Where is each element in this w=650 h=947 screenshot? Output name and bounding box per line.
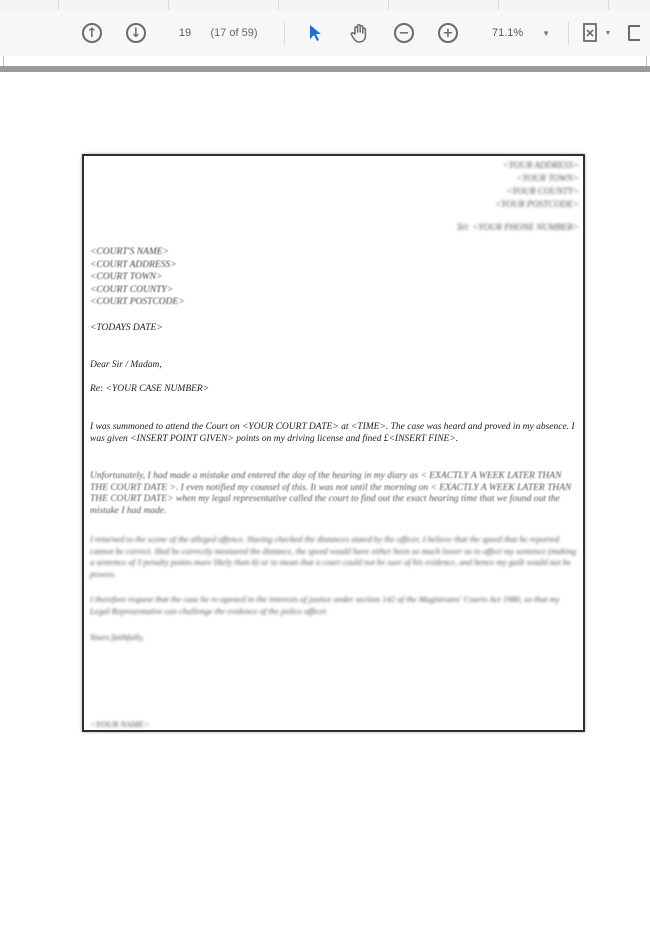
closing: Yours faithfully,	[90, 632, 145, 642]
strip-divider	[278, 0, 279, 10]
panel-divider-tick	[3, 56, 4, 66]
chevron-down-icon: ▼	[604, 29, 612, 37]
address-line: <YOUR POSTCODE>	[495, 199, 579, 209]
page-number-input[interactable]: 19	[170, 10, 200, 56]
court-line: <COURT'S NAME>	[90, 247, 169, 257]
court-line: <COURT POSTCODE>	[90, 297, 185, 308]
strip-divider	[58, 0, 59, 10]
zoom-in-button[interactable]	[436, 10, 460, 56]
zoom-select[interactable]	[480, 10, 562, 56]
address-line: <YOUR COUNTY>	[506, 186, 579, 196]
next-page-button[interactable]	[124, 10, 148, 56]
letter-paragraph: Unfortunately, I had made a mistake and entered the day of the hearing in my diary as < EXACTLY A WEEK LATER THAN THE COURT DATE >. I even notified my counsel of this. It was not until the morning on < EXACTLY A WEEK LATER THAN THE COURT DATE> when my legal representative called the court to find out the exact hearing time that we found out the mistake I had made.	[90, 471, 572, 516]
fit-page-icon	[581, 21, 603, 45]
strip-divider	[388, 0, 389, 10]
arrow-down-icon: ↓	[126, 23, 146, 43]
plus-icon: +	[438, 23, 458, 43]
document-viewer[interactable]	[0, 72, 650, 947]
salutation: Dear Sir / Madam,	[90, 360, 162, 370]
hand-tool-button[interactable]	[346, 10, 374, 56]
page-count-label: (17 of 59)	[210, 27, 258, 39]
court-line: <COURT ADDRESS>	[90, 259, 177, 270]
address-line: <YOUR ADDRESS>	[502, 160, 579, 170]
cursor-arrow-icon	[309, 24, 323, 42]
zoom-out-button[interactable]	[392, 10, 416, 56]
sender-telephone: Tel: <YOUR PHONE NUMBER>	[456, 222, 579, 232]
sender-address	[495, 159, 579, 211]
address-line: <YOUR TOWN>	[516, 173, 579, 183]
court-address	[90, 246, 185, 309]
letter-paragraph: I was summoned to attend the Court on <YOUR COURT DATE> at <TIME>. The case was heard and proved in my absence. I was given <INSERT POINT GIVEN> points on my driving license and fined £<INSERT FINE>.	[90, 422, 575, 444]
arrow-up-icon: ↑	[82, 23, 102, 43]
select-tool-button[interactable]	[304, 10, 328, 56]
court-line: <COURT COUNTY>	[90, 284, 174, 295]
previous-page-button[interactable]	[80, 10, 104, 56]
zoom-value: 71.1%	[492, 27, 524, 39]
pdf-toolbar	[0, 10, 650, 56]
signature: <YOUR NAME>	[90, 719, 150, 729]
case-reference: Re: <YOUR CASE NUMBER>	[90, 384, 210, 394]
strip-divider	[168, 0, 169, 10]
more-tools-button[interactable]	[628, 10, 650, 56]
hand-icon	[349, 22, 371, 44]
fit-page-button[interactable]	[576, 10, 616, 56]
chevron-down-icon: ▼	[542, 28, 550, 38]
panel-divider-tick	[646, 56, 647, 66]
minus-icon: −	[394, 23, 414, 43]
pdf-page	[82, 154, 585, 732]
letter-paragraph: I therefore request that the case be re-opened in the interests of justice under section 142 of the Magistrates' Courts Act 1980, so that my Legal Representative can challenge the evidence of the police officer.	[90, 594, 560, 616]
toolbar-separator	[568, 22, 569, 44]
letter-date: <TODAYS DATE>	[90, 323, 163, 333]
court-line: <COURT TOWN>	[90, 272, 163, 283]
strip-divider	[608, 0, 609, 10]
letter-paragraph: I returned to the scene of the alleged offence. Having checked the distances stated by the officer, I believe that the speed that he reported cannot be correct. Had he correctly measured the distance, the speed would have either been so much lower as to affect my sentence (making a sentence of 3 penalty points more likely than 6) or to mean that a court could not be sure of his evidence, and hence my guilt would not be proven.	[90, 534, 577, 579]
toolbar-separator	[284, 22, 285, 44]
strip-divider	[498, 0, 499, 10]
tool-icon	[628, 25, 640, 41]
